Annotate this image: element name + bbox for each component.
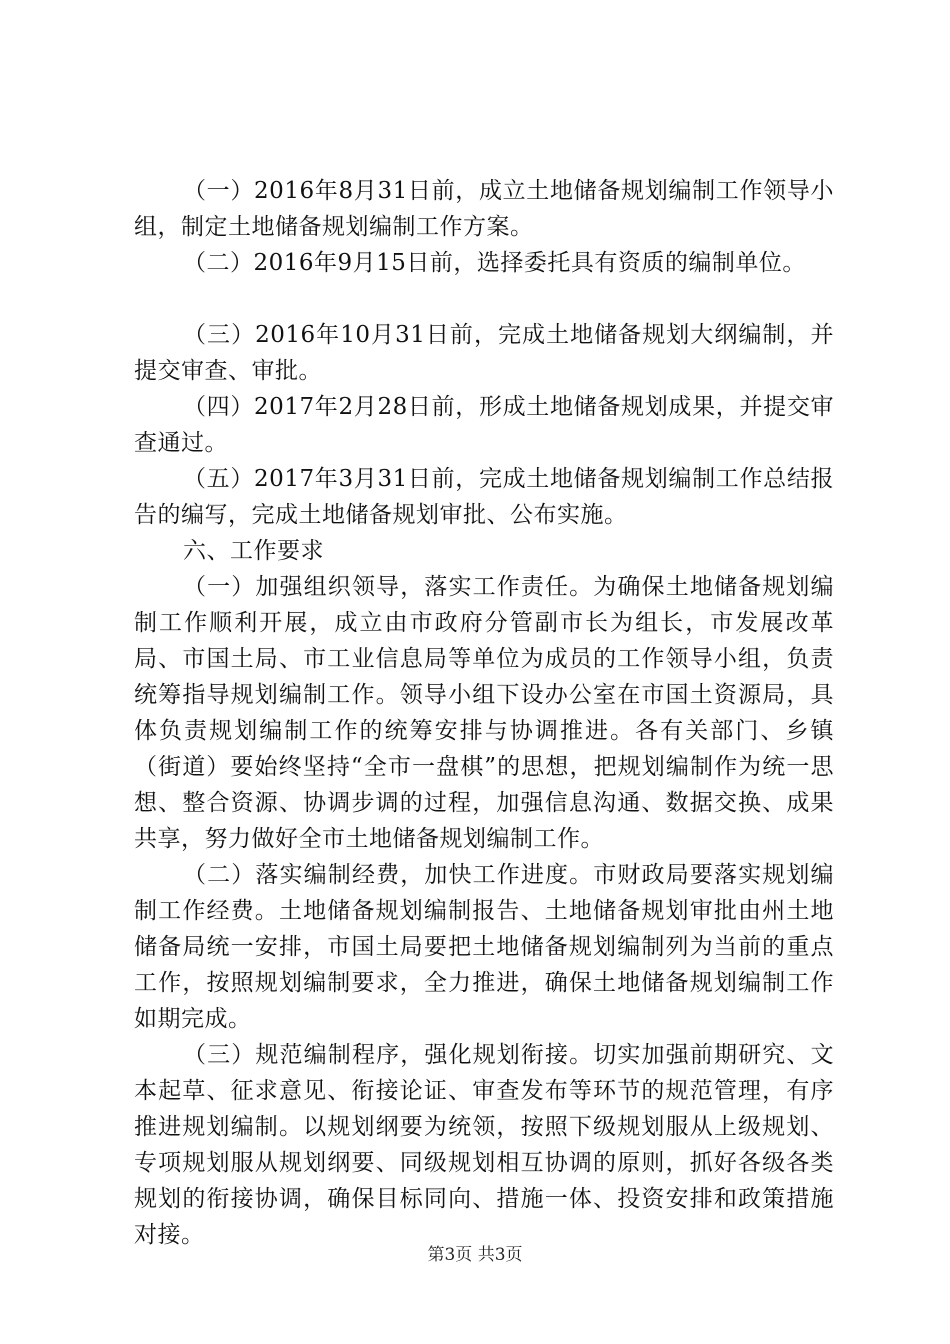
paragraph-requirement-2: （二）落实编制经费，加快工作进度。市财政局要落实规划编制工作经费。土地储备规划编制报告、土地储备规划审批由州土地储备局统一安排，市国土局要把土地储备规划编制列为当前的重点工作，按照规划编制要求，全力推进，确保土地储备规划编制工作如期完成。 (134, 862, 834, 1032)
paragraph-deadline-1: （一）2016年8月31日前，成立土地储备规划编制工作领导小组，制定土地储备规划编制工作方案。 (134, 178, 834, 240)
section-heading-work-requirements: 六、工作要求 (183, 538, 324, 564)
paragraph-requirement-3: （三）规范编制程序，强化规划衔接。切实加强前期研究、文本起草、征求意见、衔接论证、审查发布等环节的规范管理，有序推进规划编制。以规划纲要为统领，按照下级规划服从上级规划、专项规划服从规划纲要、同级规划相互协调的原则，抓好各级各类规划的衔接协调，确保目标同向、措施一体、投资安排和政策措施对接。 (134, 1042, 834, 1248)
paragraph-requirement-1: （一）加强组织领导，落实工作责任。为确保土地储备规划编制工作顺利开展，成立由市政府分管副市长为组长，市发展改革局、市国土局、市工业信息局等单位为成员的工作领导小组，负责统筹指导规划编制工作。领导小组下设办公室在市国土资源局，具体负责规划编制工作的统筹安排与协调推进。各有关部门、乡镇（街道）要始终坚持“全市一盘棋”的思想，把规划编制作为统一思想、整合资源、协调步调的过程，加强信息沟通、数据交换、成果共享，努力做好全市土地储备规划编制工作。 (134, 574, 834, 852)
paragraph-deadline-4: （四）2017年2月28日前，形成土地储备规划成果，并提交审查通过。 (134, 394, 834, 456)
paragraph-deadline-3: （三）2016年10月31日前，完成土地储备规划大纲编制，并提交审查、审批。 (134, 322, 834, 384)
page-number-label: 第3页 共3页 (427, 1245, 523, 1265)
document-body (134, 173, 834, 1253)
page-footer (0, 1244, 950, 1266)
paragraph-deadline-2: （二）2016年9月15日前，选择委托具有资质的编制单位。 (183, 250, 806, 276)
paragraph-deadline-5: （五）2017年3月31日前，完成土地储备规划编制工作总结报告的编写，完成土地储备规划审批、公布实施。 (134, 466, 834, 528)
